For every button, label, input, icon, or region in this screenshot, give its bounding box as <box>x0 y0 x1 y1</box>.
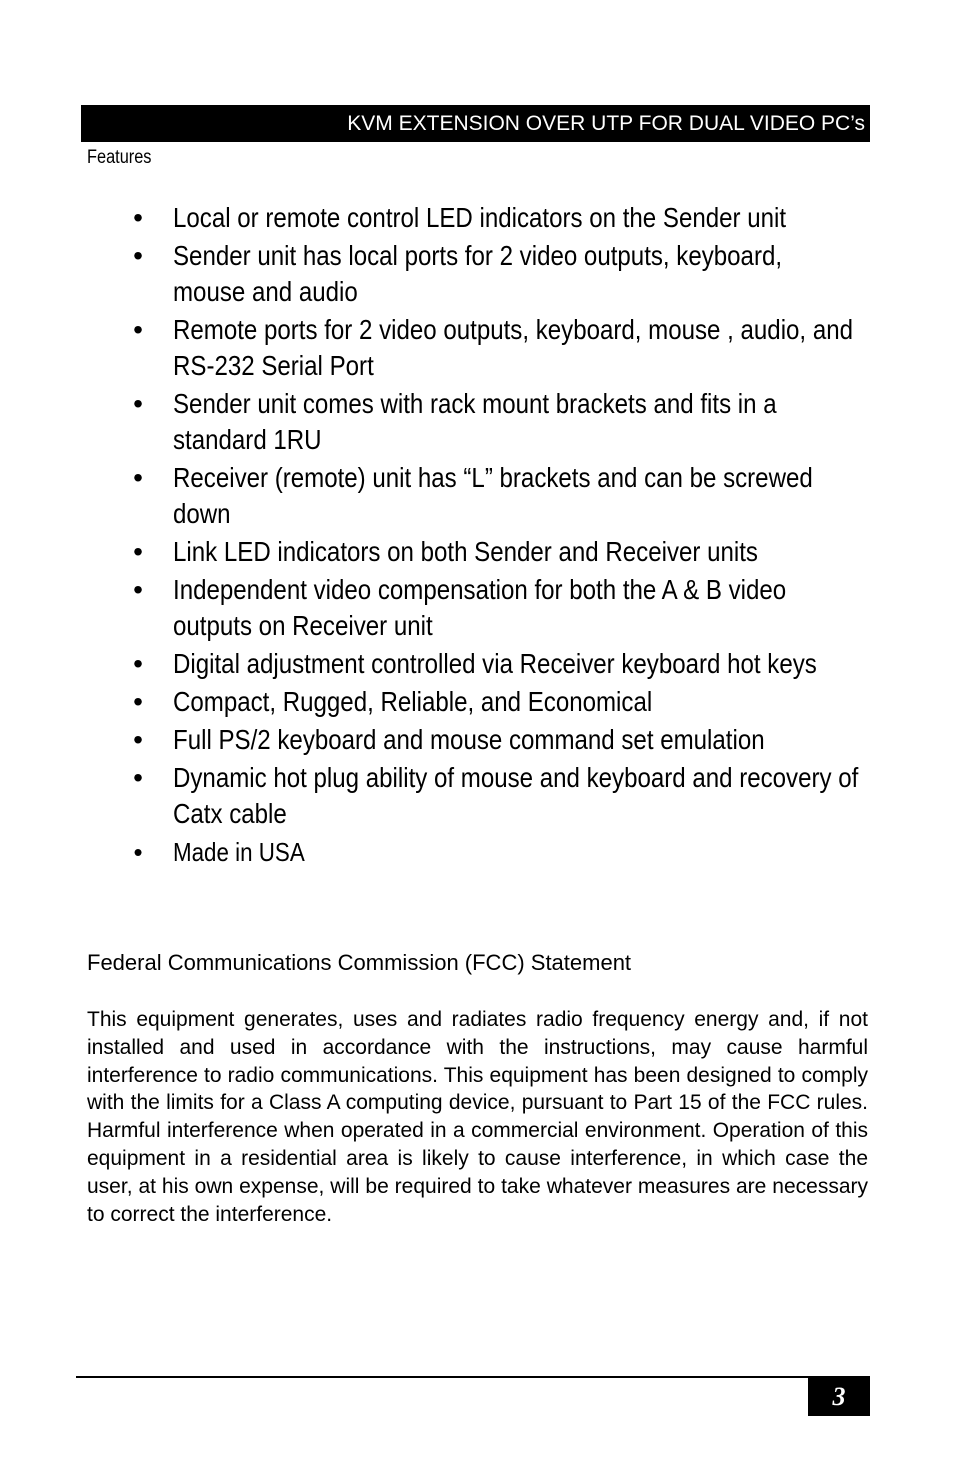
bullet-icon: • <box>133 762 143 793</box>
fcc-heading: Federal Communications Commission (FCC) Statement <box>87 950 632 975</box>
bullet-icon: • <box>133 462 143 493</box>
feature-item <box>0 238 954 310</box>
feature-item <box>0 834 954 870</box>
feature-item <box>0 572 954 644</box>
bullet-icon: • <box>133 574 143 605</box>
section-label-features: Features <box>87 147 152 168</box>
bullet-icon: • <box>133 648 143 679</box>
bullet-icon: • <box>133 837 143 867</box>
bullet-icon: • <box>133 536 143 567</box>
feature-item <box>0 646 954 682</box>
document-title: KVM EXTENSION OVER UTP FOR DUAL VIDEO PC’s <box>347 112 865 135</box>
feature-item <box>0 460 954 532</box>
feature-text: Receiver (remote) unit has “L” brackets and can be screwed down <box>173 462 813 529</box>
bullet-icon: • <box>133 686 143 717</box>
bullet-icon: • <box>133 202 143 233</box>
page-number: 3 <box>832 1382 846 1411</box>
bullet-icon: • <box>133 388 143 419</box>
feature-item <box>0 760 954 832</box>
feature-item <box>0 200 954 236</box>
feature-text: Made in USA <box>173 837 305 867</box>
bullet-icon: • <box>133 724 143 755</box>
feature-item <box>0 534 954 570</box>
bullet-icon: • <box>133 314 143 345</box>
feature-text: Sender unit comes with rack mount brackets and fits in a standard 1RU <box>173 388 777 455</box>
feature-text: Sender unit has local ports for 2 video outputs, keyboard, mouse and audio <box>173 240 783 307</box>
bullet-icon: • <box>133 240 143 271</box>
page-header-bar <box>81 105 870 142</box>
feature-item <box>0 722 954 758</box>
page-number-badge <box>808 1378 870 1416</box>
features-list <box>0 200 954 872</box>
feature-text: Independent video compensation for both the A & B video outputs on Receiver unit <box>173 574 787 641</box>
feature-text: Link LED indicators on both Sender and Receiver units <box>173 536 758 567</box>
feature-text: Remote ports for 2 video outputs, keyboard, mouse , audio, and RS-232 Serial Port <box>173 314 853 381</box>
feature-item <box>0 312 954 384</box>
feature-text: Digital adjustment controlled via Receiver keyboard hot keys <box>173 648 817 679</box>
feature-text: Local or remote control LED indicators on the Sender unit <box>173 202 787 233</box>
feature-text: Full PS/2 keyboard and mouse command set emulation <box>173 724 765 755</box>
fcc-statement-body: This equipment generates, uses and radiates radio frequency energy and, if not installed and used in accordance with the instructions, may cause harmful interference to radio communications. This equipment has been designed to comply with the limits for a Class A computing device, pursuant to Part 15 of the FCC rules. Harmful interference when operated in a commercial environment. Operation of this equipment in a residential area is likely to cause interference, in which case the user, at his own expense, will be required to take whatever measures are necessary to correct the interference. <box>87 1008 868 1226</box>
feature-item <box>0 684 954 720</box>
feature-text: Dynamic hot plug ability of mouse and keyboard and recovery of Catx cable <box>173 762 859 829</box>
feature-text: Compact, Rugged, Reliable, and Economical <box>173 686 653 717</box>
footer-divider <box>76 1376 870 1378</box>
feature-item <box>0 386 954 458</box>
